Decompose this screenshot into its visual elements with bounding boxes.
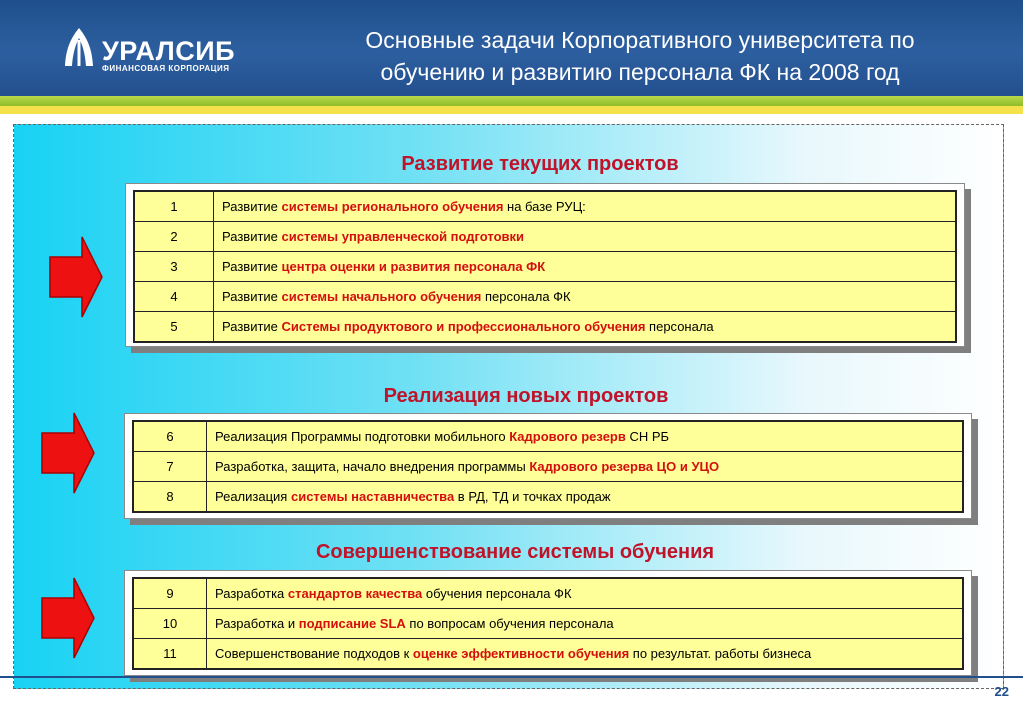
right-arrow-icon [40,576,96,660]
row-text [207,639,964,670]
row-number: 2 [134,222,214,252]
logo-wordmark: УРАЛСИБ [102,36,236,66]
row-text-plain: на базе РУЦ: [503,199,586,214]
row-text [214,282,957,312]
row-text-highlight: стандартов качества [287,586,423,601]
row-text-plain: по результат. работы бизнеса [629,646,812,661]
row-text-plain: СН РБ [625,429,670,444]
row-text-highlight: подписание SLA [298,616,406,631]
row-text-plain: Разработка [215,586,288,601]
row-number: 4 [134,282,214,312]
row-text-highlight: системы начального обучения [281,289,482,304]
table-row [134,222,956,252]
table-row [134,312,956,343]
row-text-highlight: Кадрового резерва ЦО и УЦО [529,459,720,474]
row-text-highlight: оценке эффективности обучения [412,646,630,661]
table-row [134,191,956,222]
table-row [133,578,963,609]
row-text-plain: персонала ФК [481,289,571,304]
table-current-projects [125,183,965,347]
footer-line [0,676,1023,678]
company-logo [62,18,262,78]
row-number: 7 [133,452,207,482]
table-row [133,452,963,482]
row-text [207,609,964,639]
page-number: 22 [994,684,1009,699]
row-text-plain: Разработка и [215,616,299,631]
page-title [300,24,980,88]
table-new-projects [124,413,972,519]
row-number: 11 [133,639,207,670]
row-text-highlight: системы регионального обучения [281,199,504,214]
row-text [207,482,964,513]
row-text-plain: Развитие [222,289,282,304]
page-title-line-2: обучению и развитию персонала ФК на 2008 год [380,59,900,85]
right-arrow-icon [40,411,96,495]
section-title-new-projects: Реализация новых проектов [383,385,669,407]
row-number: 5 [134,312,214,343]
row-text [214,252,957,282]
row-number: 10 [133,609,207,639]
row-text [214,222,957,252]
row-text-plain: Развитие [222,229,282,244]
table-row [134,252,956,282]
row-text-plain: Развитие [222,259,282,274]
header-stripe-green [0,96,1023,106]
row-text-plain: Реализация Программы подготовки мобильного [215,429,510,444]
table-row [134,282,956,312]
table-row [133,609,963,639]
row-text-plain: обучения персонала ФК [422,586,572,601]
table-row [133,482,963,513]
row-text-plain: в РД, ТД и точках продаж [454,489,611,504]
row-text-plain: Совершенствование подходов к [215,646,413,661]
row-text-plain: Реализация [215,489,291,504]
row-number: 3 [134,252,214,282]
row-text-highlight: Системы продуктового и профессионального обучения [281,319,646,334]
row-number: 1 [134,191,214,222]
row-text [207,452,964,482]
section-title-training-improvement: Совершенствование системы обучения [315,541,715,563]
uralsib-emblem-icon [62,26,96,70]
row-text-highlight: системы управленческой подготовки [281,229,525,244]
right-arrow-icon [48,235,104,319]
row-text-plain: Развитие [222,319,282,334]
row-text-plain: Разработка, защита, начало внедрения программы [215,459,530,474]
page-title-line-1: Основные задачи Корпоративного университета по [365,27,915,53]
row-text-plain: персонала [645,319,714,334]
row-text-highlight: Кадрового резерв [509,429,626,444]
row-text-highlight: системы наставничества [290,489,455,504]
header-stripe-yellow [0,106,1023,114]
row-text [207,578,964,609]
header-bar [0,0,1023,96]
logo-subtitle: ФИНАНСОВАЯ КОРПОРАЦИЯ [102,64,230,73]
row-text [214,312,957,343]
row-number: 9 [133,578,207,609]
row-text [207,421,964,452]
table-row [133,639,963,670]
row-text-plain: по вопросам обучения персонала [405,616,614,631]
row-number: 8 [133,482,207,513]
row-text-plain: Развитие [222,199,282,214]
table-row [133,421,963,452]
table-training-improvement [124,570,972,676]
row-number: 6 [133,421,207,452]
row-text-highlight: центра оценки и развития персонала ФК [281,259,546,274]
section-title-current-projects: Развитие текущих проектов [401,153,679,175]
row-text [214,191,957,222]
